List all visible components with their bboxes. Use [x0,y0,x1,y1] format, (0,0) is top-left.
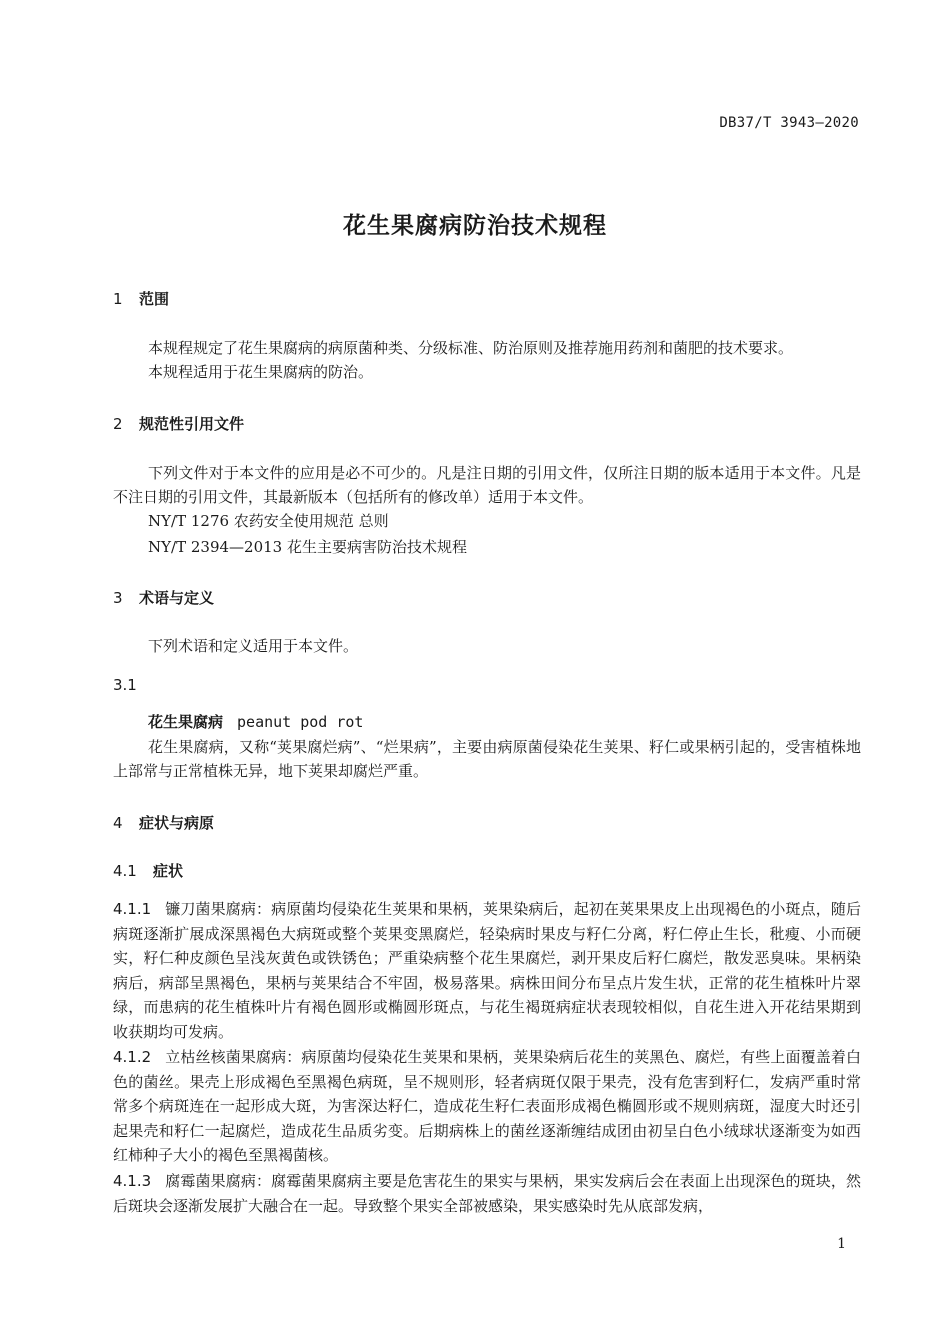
reference-item: NY/T 2394—2013 花生主要病害防治技术规程 [148,538,467,556]
section-title: 症状与病原 [139,814,215,832]
scope-paragraph-2: 本规程适用于花生果腐病的防治。 [148,363,374,381]
section-title: 规范性引用文件 [139,415,245,433]
terms-intro-paragraph: 下列术语和定义适用于本文件。 [148,637,359,655]
subsection-4-1-heading [113,860,183,881]
section-3-heading [113,587,214,608]
references-paragraph: 下列文件对于本文件的应用是必不可少的。凡是注日期的引用文件，仅所注日期的版本适用于本文件。凡是不注日期的引用文件，其最新版本（包括所有的修改单）适用于本文件。 [113,464,861,506]
standard-id: DB37/T 3943—2020 [719,115,859,131]
clause-number: 4.1.3 [113,1172,152,1190]
page-number: 1 [837,1236,846,1252]
clause-4-1-3 [113,1169,861,1218]
section-4-heading [113,812,214,833]
document-title: 花生果腐病防治技术规程 [343,213,607,239]
clause-text: 立枯丝核菌果腐病：病原菌均侵染花生荚果和果柄，荚果染病后花生的荚黑色、腐烂，有些上面覆盖着白色的菌丝。果壳上形成褐色至黑褐色病斑，呈不规则形，轻者病斑仅限于果壳，没有危害到籽仁，发病严重时常常多个病斑连在一起形成大斑，为害深达籽仁，造成花生籽仁表面形成褐色椭圆形或不规则病斑，湿度大时还引起果壳和籽仁一起腐烂，造成花生品质劣变。后期病株上的菌丝逐渐缠结成团由初呈白色小绒球状逐渐变为如西红柿种子大小的褐色至黑褐菌核。 [113,1048,861,1165]
clause-number: 4.1.1 [113,900,152,918]
clause-number: 4.1.2 [113,1048,152,1066]
section-number: 3 [113,589,123,607]
section-title: 术语与定义 [139,589,215,607]
clause-4-1-1 [113,897,861,1045]
section-1-heading [113,288,169,309]
subsection-title: 症状 [153,862,184,880]
clause-text: 镰刀菌果腐病：病原菌均侵染花生荚果和果柄，荚果染病后，起初在荚果果皮上出现褐色的小斑点，随后病斑逐渐扩展成深黑褐色大病斑或整个荚果变黑腐烂，轻染病时果皮与籽仁分离，籽仁停止生长，秕瘦、小而硬实，籽仁种皮颜色呈浅灰黄色或铁锈色；严重染病整个花生果腐烂，剥开果皮后籽仁腐烂，散发恶臭味。果柄染病后，病部呈黑褐色，果柄与荚果结合不牢固，极易落果。病株田间分布呈点片发生状，正常的花生植株叶片翠绿，而患病的花生植株叶片有褐色圆形或椭圆形斑点，与花生褐斑病症状表现较相似，自花生进入开花结果期到收获期均可发病。 [113,900,861,1041]
section-title: 范围 [139,290,170,308]
section-2-heading [113,413,244,434]
term-chinese: 花生果腐病 [148,713,224,731]
subsection-number-3-1: 3.1 [113,676,137,694]
section-number: 1 [113,290,123,308]
scope-paragraph-1: 本规程规定了花生果腐病的病原菌种类、分级标准、防治原则及推荐施用药剂和菌肥的技术要求。 [148,339,794,357]
reference-item: NY/T 1276 农药安全使用规范 总则 [148,512,389,530]
section-number: 2 [113,415,123,433]
clause-4-1-2 [113,1045,861,1168]
subsection-number: 4.1 [113,862,137,880]
term-definition: 花生果腐病，又称“荚果腐烂病”、“烂果病”，主要由病原菌侵染花生荚果、籽仁或果柄引起的，受害植株地上部常与正常植株无异，地下荚果却腐烂严重。 [113,738,861,780]
clause-text: 腐霉菌果腐病：腐霉菌果腐病主要是危害花生的果实与果柄，果实发病后会在表面上出现深色的斑块，然后斑块会逐渐发展扩大融合在一起。导致整个果实全部被感染，果实感染时先从底部发病， [113,1172,861,1215]
section-number: 4 [113,814,123,832]
term-entry [148,711,363,732]
term-english: peanut pod rot [237,713,364,731]
